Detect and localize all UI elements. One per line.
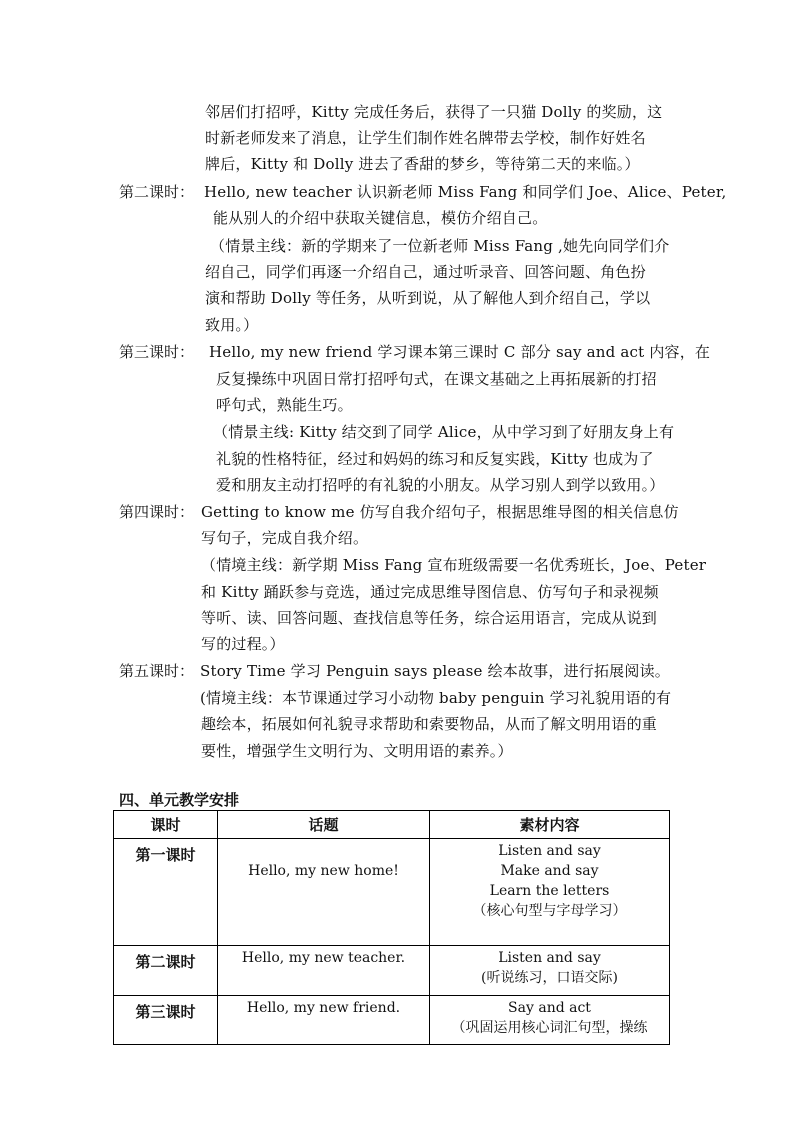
lesson-line: 呼句式，熟能生巧。 xyxy=(216,396,353,414)
material-line: Listen and say xyxy=(498,843,601,859)
lesson-line: 要性，增强学生文明行为、文明用语的素养。） xyxy=(201,742,513,760)
lesson-label: 第三课时： xyxy=(119,343,195,361)
material-line: （巩固运用核心词汇句型，操练 xyxy=(451,1020,648,1036)
lesson-cell: 第二课时 xyxy=(114,946,218,996)
lesson-line: 反复操练中巩固日常打招呼句式，在课文基础之上再拓展新的打招 xyxy=(216,370,657,388)
material-line: (听说练习，口语交际) xyxy=(481,970,618,986)
lesson-line: 等听、读、回答问题、查找信息等任务，综合运用语言，完成从说到 xyxy=(201,609,658,627)
topic-cell xyxy=(218,946,430,996)
lesson-line: 礼貌的性格特征，经过和妈妈的练习和反复实践，Kitty 也成为了 xyxy=(216,450,654,468)
intro-line: 牌后，Kitty 和 Dolly 进去了香甜的梦乡，等待第二天的来临。） xyxy=(205,155,640,173)
intro-line: 邻居们打招呼，Kitty 完成任务后，获得了一只猫 Dolly 的奖励，这 xyxy=(205,103,663,121)
lesson-label: 第四课时： xyxy=(119,503,195,521)
lesson-line: Hello, my new friend 学习课本第三课时 C 部分 say and act 内容，在 xyxy=(209,343,711,361)
lesson-line: (情境主线：本节课通过学习小动物 baby penguin 学习礼貌用语的有 xyxy=(200,689,672,707)
lesson-line: （情景主线: Kitty 结交到了同学 Alice，从中学习到了好朋友身上有 xyxy=(213,423,675,441)
column-header: 素材内容 xyxy=(430,811,670,839)
topic-cell xyxy=(218,996,430,1045)
lesson-label: 第五课时： xyxy=(119,662,195,680)
material-line: Say and act xyxy=(508,1000,591,1016)
lesson-line: Getting to know me 仿写自我介绍句子，根据思维导图的相关信息仿 xyxy=(201,503,679,521)
schedule-table xyxy=(113,810,670,1045)
materials-cell xyxy=(430,996,670,1045)
lesson-line: 能从别人的介绍中获取关键信息，模仿介绍自己。 xyxy=(213,209,548,227)
topic-cell xyxy=(218,839,430,946)
topic-text: Hello, my new teacher. xyxy=(241,950,406,966)
table-row xyxy=(114,996,670,1045)
topic-text: Hello, my new home! xyxy=(248,863,399,879)
material-line: Listen and say xyxy=(498,950,601,966)
section-heading: 四、单元教学安排 xyxy=(119,791,240,809)
column-header: 课时 xyxy=(114,811,218,839)
table-header-row xyxy=(114,811,670,839)
lesson-line: 写的过程。） xyxy=(201,635,285,653)
lesson-line: （情景主线：新的学期来了一位新老师 Miss Fang ,她先向同学们介 xyxy=(210,237,670,255)
lesson-line: 绍自己，同学们再逐一介绍自己，通过听录音、回答问题、角色扮 xyxy=(205,263,646,281)
column-header: 话题 xyxy=(218,811,430,839)
topic-text: Hello, my new friend. xyxy=(246,1000,401,1016)
lesson-line: 演和帮助 Dolly 等任务，从听到说，从了解他人到介绍自己，学以 xyxy=(205,289,651,307)
lesson-line: 趣绘本，拓展如何礼貌寻求帮助和索要物品，从而了解文明用语的重 xyxy=(201,715,658,733)
lesson-label: 第二课时： xyxy=(119,183,195,201)
material-line: （核心句型与字母学习） xyxy=(472,903,627,919)
table-row xyxy=(114,946,670,996)
lesson-line: Story Time 学习 Penguin says please 绘本故事，进行拓展阅读。 xyxy=(200,662,670,680)
lesson-line: 写句子，完成自我介绍。 xyxy=(201,529,369,547)
lesson-line: Hello, new teacher 认识新老师 Miss Fang 和同学们 Joe、Alice、Peter, xyxy=(204,183,727,201)
material-line: Make and say xyxy=(500,863,599,879)
lesson-line: （情境主线：新学期 Miss Fang 宣布班级需要一名优秀班长，Joe、Peter xyxy=(201,556,707,574)
lesson-line: 爱和朋友主动打招呼的有礼貌的小朋友。从学习别人到学以致用。） xyxy=(216,476,665,494)
materials-cell xyxy=(430,839,670,946)
lesson-line: 致用。） xyxy=(205,316,259,334)
materials-cell xyxy=(430,946,670,996)
intro-line: 时新老师发来了消息，让学生们制作姓名牌带去学校，制作好姓名 xyxy=(205,129,646,147)
lesson-line: 和 Kitty 踊跃参与竞选，通过完成思维导图信息、仿写句子和录视频 xyxy=(201,583,659,601)
lesson-cell: 第一课时 xyxy=(114,839,218,946)
lesson-cell: 第三课时 xyxy=(114,996,218,1045)
table-row xyxy=(114,839,670,946)
material-line: Learn the letters xyxy=(489,883,610,899)
